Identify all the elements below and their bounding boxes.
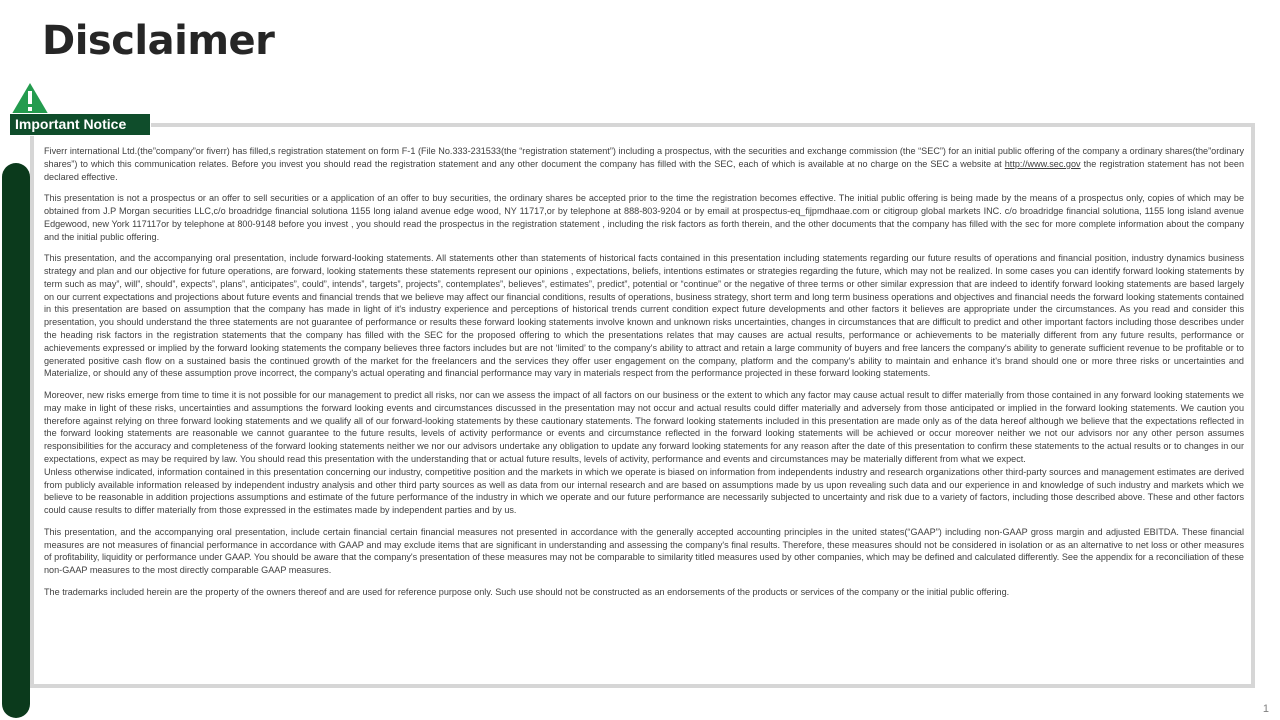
paragraph-trademarks: The trademarks included herein are the property of the owners thereof and are used for reference purpose only. Such use should not be constructed as an endorsements of the products or services of the company or the initial public offering. xyxy=(44,586,1010,597)
paragraph-non-gaap: This presentation, and the accompanying oral presentation, include certain financial certain financial measures not presented in accordance with the generally accepted accounting principles in the united states(“GAAP”) including non-GAAP gross margin and adjusted EBITDA. These financial measures are not measures of financial performance in accordance with GAAP and may exclude items that are significant in understanding and assessing the company's final results. Therefore, these measures should not be considered in isolation or as an alternative to net loss or other measures of profitability, liquidity or performance under GAAP. You should be aware that the company's presentation of these measures may not be comparable to similarity titled measures used by other companies, which may be defined and calculated differently. See the appendix for a reconciliation of these non-GAAP measures to the most directly comparable GAAP measures. xyxy=(44,526,1244,576)
paragraph-sec-filing-tail: the registration statement has not been declared effective. xyxy=(44,158,1244,182)
page-title: Disclaimer xyxy=(42,18,275,64)
disclaimer-text xyxy=(44,145,1244,607)
page-number: 1 xyxy=(1262,703,1269,715)
paragraph-forward-looking: This presentation, and the accompanying oral presentation, include forward-looking statements. All statements other than statements of historical facts contained in this presentation including statements regarding our future results of operations and financial position, industry dynamics business strategy and plan and our objective for future operations, are forward, looking statements these statements represent our opinions , expectations, beliefs, intentions estimates or strategies regarding the future, which may not be realized. In some cases you can identify forward looking statements by term such as may”, will”, should”, expects”, plans”, anticipates”, could”, intends”, targets”, projects”, contemplates”, believes”, estimates”, predict”, potential or “continue” or the negative of three terms or other similar expression that are indeed to identify forward looking statements are based largely on our current expectations and projections about future events and financial trends that we believe may affect our financial conditions, results of operations, business strategy, short term and long term business operations and objectives and financial needs the forward looking statements contained in this presentation are based on assumption that the company has made in light of it's industry experience and perceptions of historical trends current condition expect future developments and other factors it believes are appropriate under the circumstances. As you read and consider this presentation, you should understand the three statements are not guarantee of performance or results these forward looking statements involve known and unknown risks uncertainties, changes in circumstances that are difficult to predict and other important factors including those describes under the heading risk factors in the registration statements that the company has filled with the SEC for the proposed offering to which the presentations relates that may causes are actual results, performance or achievements to be materially different from any future results, performance or achievements expressed or implied by the forward looking statements the company believes three factors includes but are not ‘limited’ to the company's ability to attract and retain a large community of buyers and free lancers the company's ability to generate sufficient revenue to be profitable or to generated positive cash flow on a sustained basis the continued growth of the market for the freelancers and the services they offer user engagement on the company, platform and the company's ability to maintain and enhance it's brand should one or more three risks or uncertainties and Materialize, or should any of these assumption prove incorrect, the company's actual operating and financial performance may vary in materials respect from the performance projected in these forward looking statements. xyxy=(44,253,1244,379)
paragraph-sec-filing xyxy=(44,145,1244,183)
sec-website-link[interactable]: http://www.sec.gov xyxy=(1004,158,1081,169)
important-notice-label: Important Notice xyxy=(9,113,151,136)
side-accent-bar xyxy=(2,163,30,718)
paragraph-industry-information: Unless otherwise indicated, information contained in this presentation concerning our industry, competitive position and the markets in which we operate is biased on information from independents industry and research organizations other third-party sources and management estimates are derived from publicly available information released by independent industry analysis and other third party sources as well as data from our internal research and are based on assumptions made by us upon revealing such data and our experience in and knowledge of such industry and markets which we believe to be reasonable in addition projections assumptions and estimate of the future performance of the industry in which we operate and our future performance are necessarily subjected to uncertainty and risk due to a variety of factors, including those described above. These and other factors could cause results to differ materially from those expressed in the estimates made by independent parties and by us. xyxy=(44,466,1244,516)
paragraph-new-risks: Moreover, new risks emerge from time to time it is not possible for our management to predict all risks, nor can we assess the impact of all factors on our business or the extent to which any factor may cause actual result to differ materially from those contained in any forward looking statements we may make in light of these risks, uncertainties and assumptions the forward looking events and circumstances discussed in the presentation may not occur and actual results could differ materially and adversely from those anticipated or implied in the forward looking statements. We caution you therefore against relying on three forward looking statements and we qualify all of our forward-looking statements by these cautionary statements. The forward looking statements included in this presentation are made only as of the data hereof although we believe that the expectations reflected in the forward looking statements are reasonable we cannot guarantee to the future results, levels of activity performance or events and circumstance reflected in the forward looking statements will be achieved or occur moreover neither we not our advisors nor any other person assumes responsibilities for the accuracy and completeness of the forward looking statements neither we nor our advisors undertake any obligation to update any forward looking statements for any reason after the date of this presentation to confirm these statements to the actual results or to changes in our expectations, expect as may be required by law. You should read this presentation with the understanding that or actual future results, levels of activity, performance and events and circumstances may be materially different from what we expect. xyxy=(44,389,1244,464)
paragraph-sec-filing-text: Fiverr international Ltd.(the”company”or fiverr) has filled,s registration statement on form F-1 (File No.333-231533(the “registration statement”) including a prospectus, with the securities and exchange commission (the “SEC”) for an initial public offering of the company a ordinary shares(the”ordinary shares”) to which this communication relates. Before you invest you should read the registration statement and any other document the company has filled with the SEC, each of which is available at no charge on the SEC a website at xyxy=(44,146,1244,169)
disclaimer-panel xyxy=(30,123,1255,688)
paragraph-not-prospectus: This presentation is not a prospectus or an offer to sell securities or a application of an offer to buy securities, the ordinary shares be accepted prior to the time the registration becomes effective. The initial public offering is being made by the means of a prospectus only, copies of which may be obtained from J.P Morgan securities LLC,c/o broadridge financial solutiona 1155 long ialand avenue edge wood, NY 11717,or by telephone at 888-803-9204 or by email at prospectus-eq_fijpmdhaae.com or citigroup global markets INC. c/o broadridge financial solutiona, 1155 long island avenue Edgewood, new York 117117or by telephone at 800-9148 before you invest , you should read the prospectus in the registration statement , including the risk factors as forth therein, and the other documents that the company has filled with the sec for more complete information about the company and the initial public offering. xyxy=(44,193,1244,242)
